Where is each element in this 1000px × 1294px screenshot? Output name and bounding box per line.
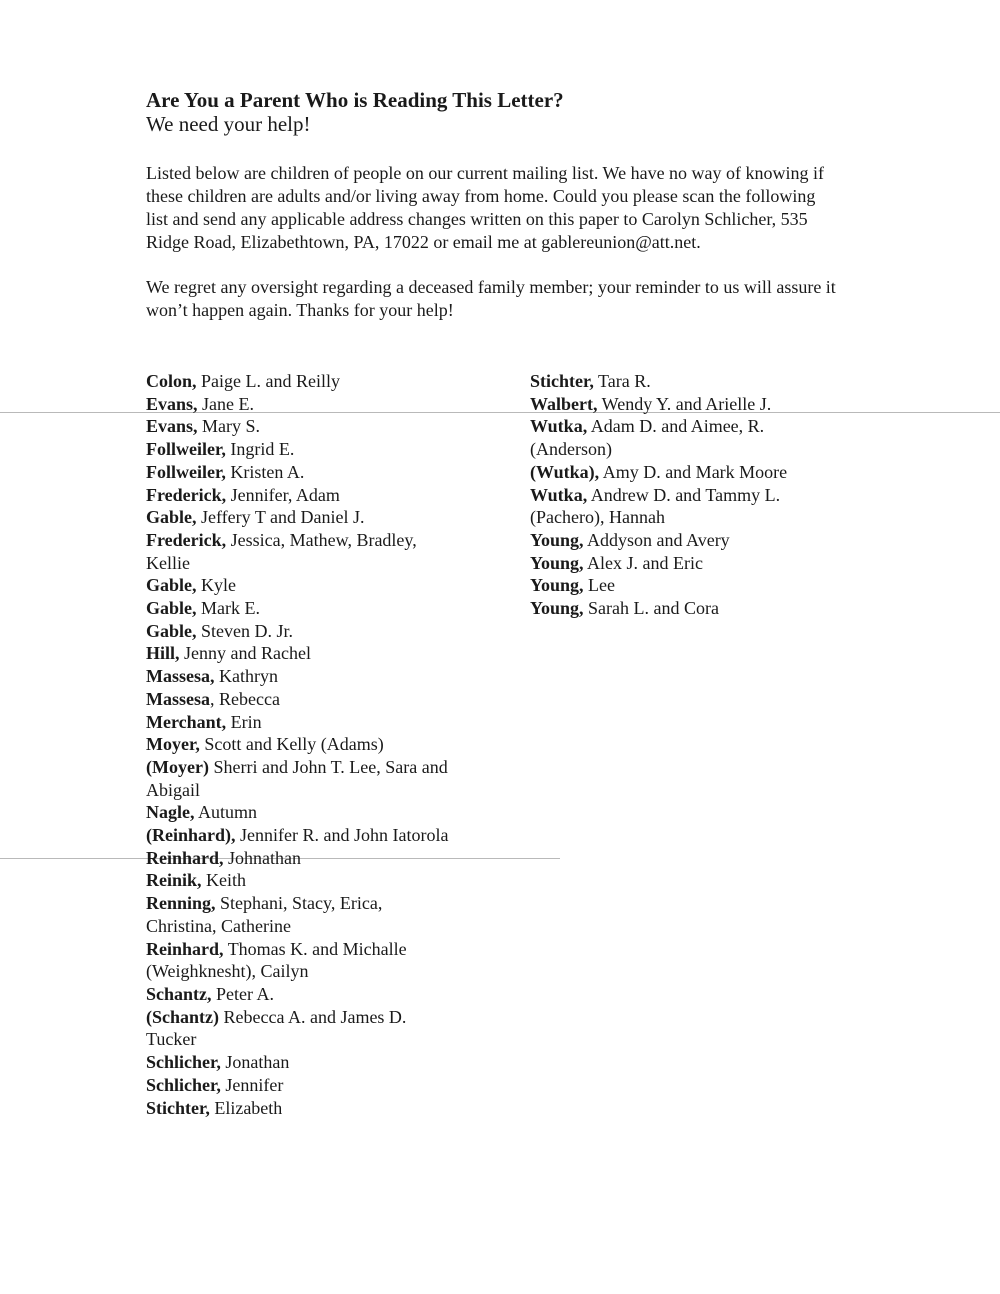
given-names: Johnathan [223, 847, 301, 868]
given-names: Jennifer [220, 1074, 284, 1095]
given-names: Tara R. [593, 371, 651, 391]
surname: Wutka, [530, 416, 588, 437]
surname: Evans, [146, 393, 198, 414]
given-names: Jeffery T and Daniel J. [196, 507, 365, 528]
surname: Reinhard, [146, 847, 224, 868]
surname: Walbert, [530, 393, 598, 414]
surname: Nagle, [146, 802, 195, 823]
given-names: Jessica, Mathew, Bradley, Kellie [146, 529, 417, 573]
list-item [146, 1051, 456, 1074]
list-item [146, 370, 456, 393]
list-item [146, 393, 456, 416]
given-names: Mary S. [197, 416, 261, 437]
list-item [146, 824, 456, 847]
list-item [146, 506, 456, 529]
list-item [146, 597, 456, 620]
list-item [146, 1097, 456, 1120]
given-names: Alex J. and Eric [583, 552, 704, 573]
given-names: Erin [226, 711, 262, 732]
given-names: Jennifer, Adam [226, 484, 340, 505]
given-names: Kathryn [214, 666, 278, 687]
list-item [530, 484, 830, 529]
surname: (Schantz) [146, 1006, 219, 1027]
list-item [146, 461, 456, 484]
given-names: Sarah L. and Cora [583, 598, 719, 619]
given-names: Adam D. and Aimee, R. (Anderson) [530, 416, 765, 460]
surname: Reinhard, [146, 938, 224, 959]
given-names: Thomas K. and Michalle (Weighknesht), Cailyn [146, 938, 407, 982]
list-item [146, 847, 456, 870]
surname: Reinik, [146, 870, 202, 891]
given-names: Steven D. Jr. [196, 620, 294, 641]
letter-title: Are You a Parent Who is Reading This Letter? [146, 88, 564, 112]
given-names: Mark E. [196, 598, 260, 619]
list-item [146, 892, 456, 937]
list-item [530, 552, 830, 575]
list-column-left [146, 370, 456, 1119]
given-names: Lee [583, 575, 616, 596]
surname: Wutka, [530, 484, 588, 505]
given-names: Elizabeth [209, 1097, 283, 1118]
given-names: Addyson and Avery [583, 529, 730, 550]
list-item [146, 574, 456, 597]
surname: Stichter, [530, 371, 594, 391]
given-names: Jennifer R. and John Iatorola [235, 825, 449, 846]
given-names: Rebecca A. and James D. Tucker [146, 1006, 407, 1050]
surname: Follweiler, [146, 461, 226, 482]
surname: Young, [530, 598, 584, 619]
surname: Stichter, [146, 1097, 210, 1118]
surname: Follweiler, [146, 439, 226, 460]
surname: Hill, [146, 643, 180, 664]
list-item [146, 801, 456, 824]
given-names: Ingrid E. [225, 439, 295, 460]
list-item [146, 415, 456, 438]
given-names: Kristen A. [225, 461, 305, 482]
letter-subtitle: We need your help! [146, 112, 311, 136]
list-item [146, 688, 456, 711]
surname: Massesa, [146, 666, 215, 687]
given-names: Amy D. and Mark Moore [599, 461, 788, 482]
surname: (Moyer) [146, 756, 209, 777]
list-item [146, 438, 456, 461]
list-item [146, 938, 456, 983]
given-names: Autumn [194, 802, 258, 823]
surname: Massesa [146, 688, 210, 709]
surname: Frederick, [146, 484, 227, 505]
list-item [530, 529, 830, 552]
list-item [146, 711, 456, 734]
list-item [530, 393, 830, 416]
surname: (Reinhard), [146, 825, 236, 846]
surname: Gable, [146, 575, 197, 596]
list-item [146, 869, 456, 892]
surname: Merchant, [146, 711, 227, 732]
given-names: Jenny and Rachel [179, 643, 311, 664]
surname: Gable, [146, 598, 197, 619]
list-item [146, 983, 456, 1006]
surname: Gable, [146, 507, 197, 528]
list-item [146, 620, 456, 643]
list-item [530, 461, 830, 484]
regret-paragraph: We regret any oversight regarding a deceased family member; your reminder to us will assure it won’t happen again. Thanks for your help! [146, 277, 836, 320]
list-item [146, 484, 456, 507]
given-names: Stephani, Stacy, Erica, Christina, Catherine [146, 893, 383, 936]
given-names: Keith [201, 870, 247, 891]
given-names: Jane E. [197, 393, 255, 414]
given-names: Sherri and John T. Lee, Sara and Abigail [146, 756, 448, 800]
list-item [146, 665, 456, 688]
list-item [530, 370, 830, 393]
letter [146, 88, 846, 344]
given-names: Kyle [196, 575, 237, 596]
list-item [530, 574, 830, 597]
given-names: Paige L. and Reilly [196, 371, 340, 391]
list-item [530, 415, 830, 460]
list-item [146, 1006, 456, 1051]
list-item [146, 756, 456, 801]
surname: Young, [530, 575, 584, 596]
surname: Schantz, [146, 983, 212, 1004]
surname: Young, [530, 529, 584, 550]
surname: Young, [530, 552, 584, 573]
list-item [530, 597, 830, 620]
given-names: Wendy Y. and Arielle J. [597, 393, 772, 414]
given-names: , Rebecca [210, 688, 280, 709]
surname: (Wutka), [530, 461, 600, 482]
list-item [146, 642, 456, 665]
surname: Gable, [146, 620, 197, 641]
list-item [146, 529, 456, 574]
list-column-right [530, 370, 830, 620]
intro-paragraph: Listed below are children of people on our current mailing list. We have no way of knowing if these children are adults and/or living away from home. Could you please scan the following list and send any applicable address changes written on this paper to Carolyn Schlicher, 535 Ridge Road, Elizabethtown, PA, 17022 or email me at gablereunion@att.net. [146, 163, 825, 252]
given-names: Peter A. [211, 983, 275, 1004]
given-names: Scott and Kelly (Adams) [199, 734, 384, 755]
surname: Renning, [146, 893, 216, 914]
surname: Frederick, [146, 529, 227, 550]
surname: Schlicher, [146, 1074, 221, 1095]
given-names: Andrew D. and Tammy L. (Pachero), Hannah [530, 484, 781, 528]
surname: Colon, [146, 371, 197, 391]
list-item [146, 1074, 456, 1097]
surname: Evans, [146, 416, 198, 437]
surname: Moyer, [146, 734, 200, 755]
list-item [146, 733, 456, 756]
given-names: Jonathan [220, 1052, 290, 1073]
surname: Schlicher, [146, 1052, 221, 1073]
